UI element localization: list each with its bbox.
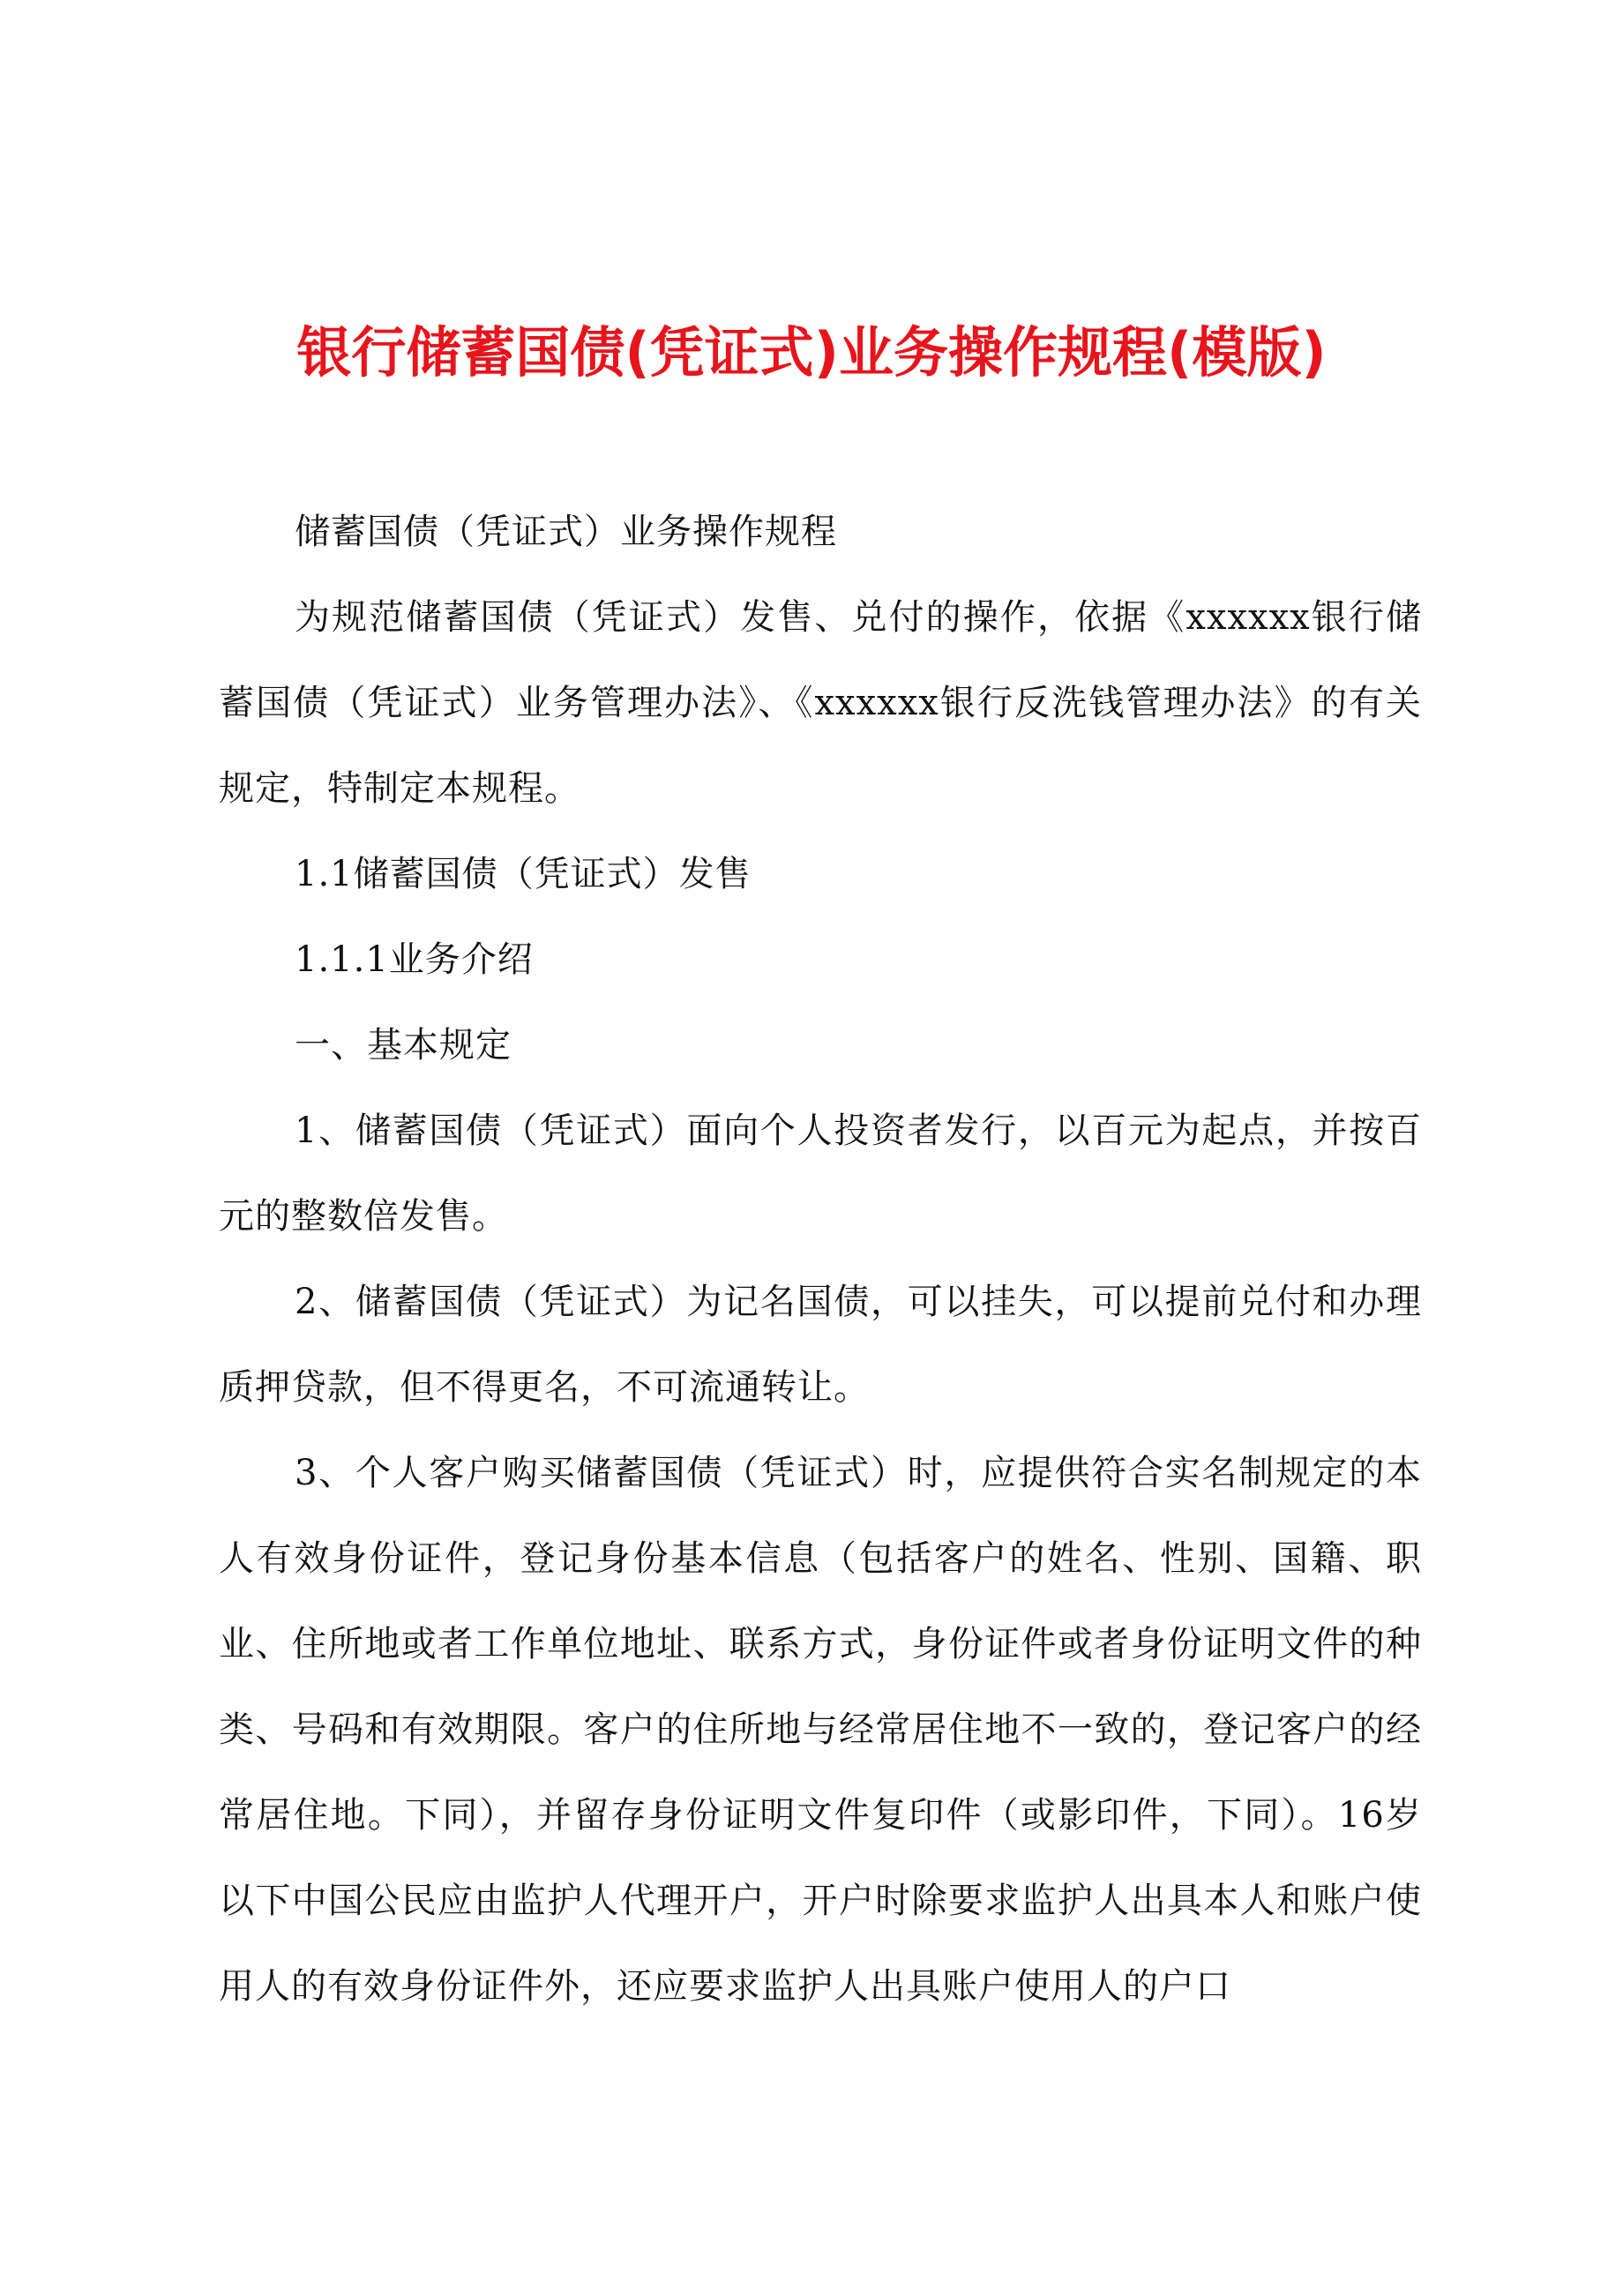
rule-item-3: 3、个人客户购买储蓄国债（凭证式）时，应提供符合实名制规定的本人有效身份证件，登记身份基本信息（包括客户的姓名、性别、国籍、职业、住所地或者工作单位地址、联系方式，身份证件或者身份证明文件的种类、号码和有效期限。客户的住所地与经常居住地不一致的，登记客户的经常居住地。下同），并留存身份证明文件复印件（或影印件，下同）。16岁以下中国公民应由监护人代理开户，开户时除要求监护人出具本人和账户使用人的有效身份证件外，还应要求监护人出具账户使用人的户口 — [219, 1453, 1422, 2007]
section-heading-basic-rules: 一、基本规定 — [295, 1025, 512, 1066]
document-title: 银行储蓄国债(凭证式)业务操作规程(模版) — [296, 320, 1327, 385]
section-heading-1-1-1: 1.1.1业务介绍 — [295, 939, 534, 980]
rule-item-2: 2、储蓄国债（凭证式）为记名国债，可以挂失，可以提前兑付和办理质押贷款，但不得更名，不可流通转让。 — [219, 1282, 1422, 1408]
paragraph-purpose: 为规范储蓄国债（凭证式）发售、兑付的操作，依据《xxxxxx银行储蓄国债（凭证式）业务管理办法》、《xxxxxx银行反洗钱管理办法》的有关规定，特制定本规程。 — [219, 597, 1422, 809]
paragraph-subtitle: 储蓄国债（凭证式）业务操作规程 — [295, 512, 837, 552]
rule-item-1: 1、储蓄国债（凭证式）面向个人投资者发行，以百元为起点，并按百元的整数倍发售。 — [219, 1111, 1422, 1237]
document-body — [219, 490, 1422, 2030]
section-heading-1-1: 1.1储蓄国债（凭证式）发售 — [295, 854, 752, 894]
